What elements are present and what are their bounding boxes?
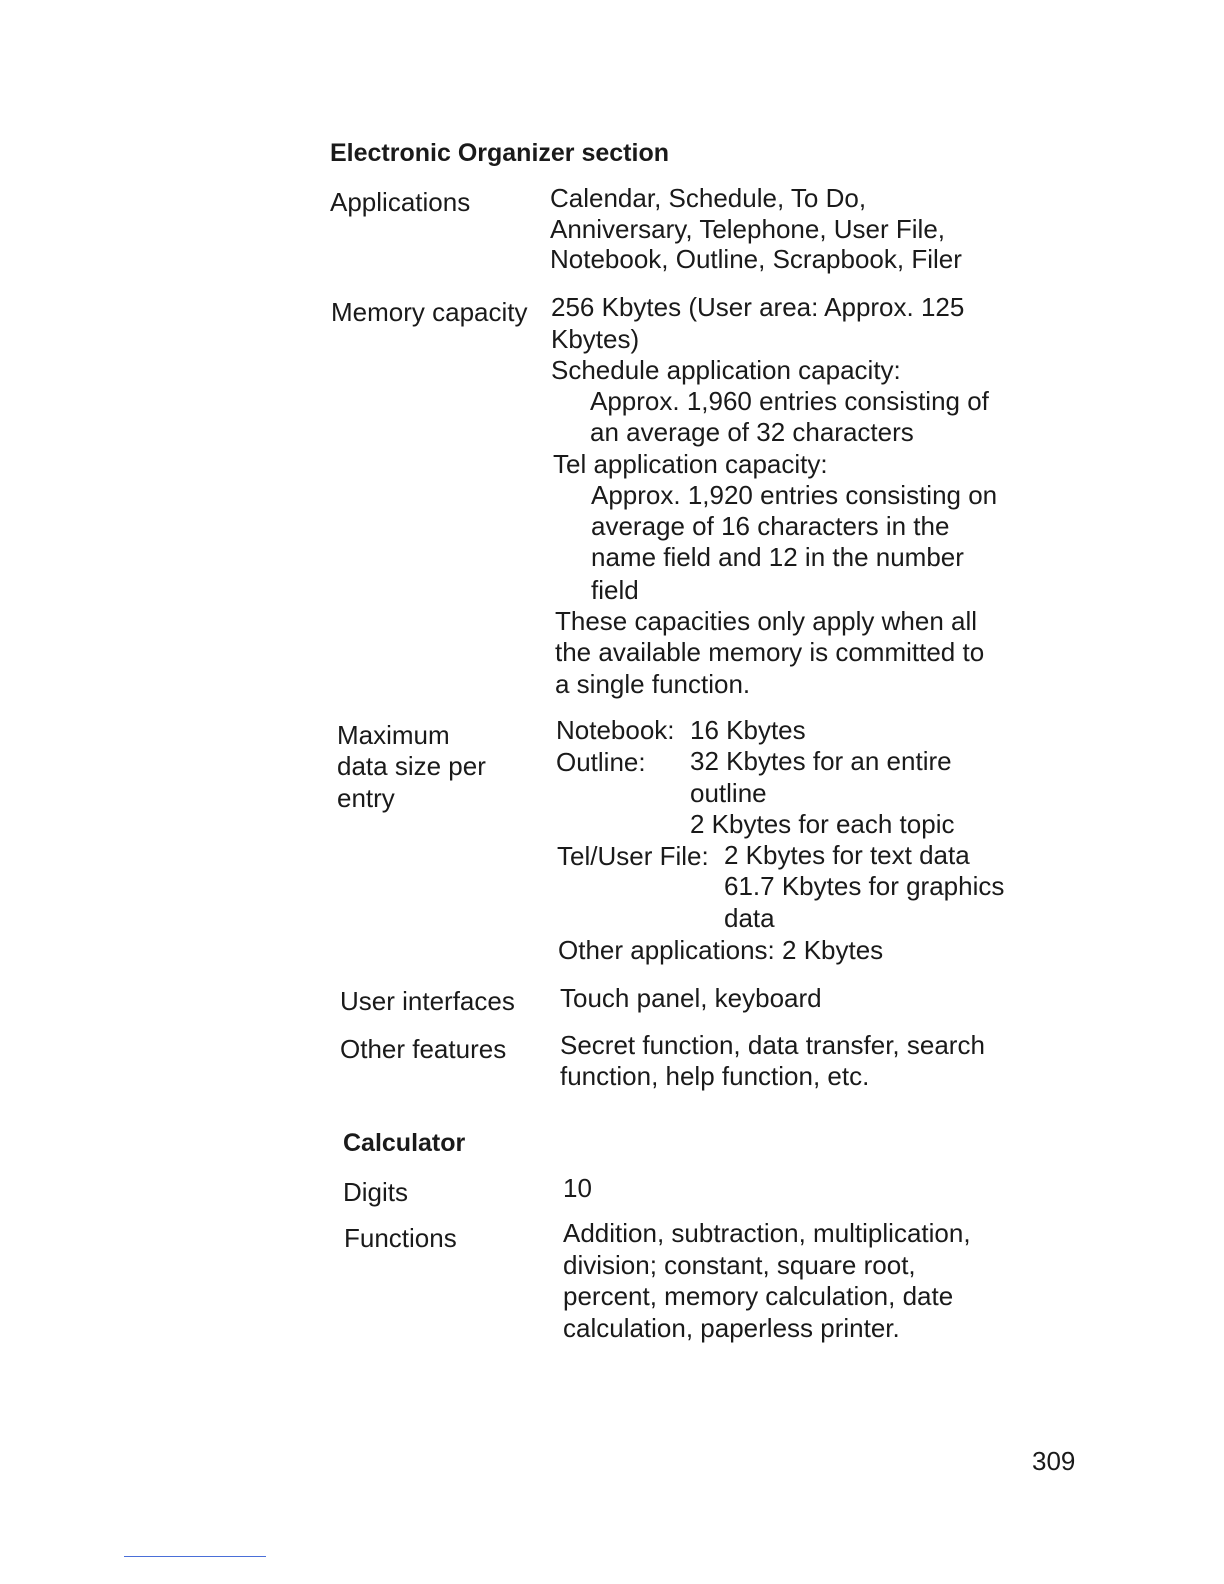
digits-value: 10: [563, 1173, 592, 1203]
functions-line: Addition, subtraction, multiplication,: [563, 1218, 971, 1248]
functions-line: division; constant, square root,: [563, 1250, 916, 1280]
bottom-divider: [124, 1556, 266, 1557]
label-applications: Applications: [330, 187, 471, 217]
outline-key: Outline:: [556, 747, 646, 777]
section-heading-organizer: Electronic Organizer section: [330, 139, 669, 167]
section-heading-calculator: Calculator: [343, 1129, 466, 1157]
teluser-line: 2 Kbytes for text data: [724, 840, 970, 870]
page-number: 309: [1032, 1446, 1076, 1476]
memory-line: average of 16 characters in the: [591, 511, 950, 541]
label-other-features: Other features: [340, 1034, 507, 1064]
teluser-key: Tel/User File:: [557, 841, 709, 871]
memory-line: name field and 12 in the number: [591, 542, 964, 572]
memory-line: field: [591, 575, 639, 605]
teluser-line: 61.7 Kbytes for graphics: [724, 871, 1005, 901]
other-features-line: Secret function, data transfer, search: [560, 1030, 985, 1060]
label-digits: Digits: [343, 1177, 409, 1207]
other-applications-line: Other applications: 2 Kbytes: [558, 935, 884, 965]
memory-line: Tel application capacity:: [553, 449, 828, 479]
label-functions: Functions: [344, 1223, 457, 1253]
outline-line: outline: [690, 778, 767, 808]
label-max-data: data size per: [337, 751, 486, 781]
memory-line: These capacities only apply when all: [555, 606, 978, 636]
outline-line: 32 Kbytes for an entire: [690, 746, 952, 776]
label-memory-capacity: Memory capacity: [331, 297, 528, 327]
memory-line: the available memory is committed to: [555, 637, 985, 667]
outline-line: 2 Kbytes for each topic: [690, 809, 955, 839]
applications-line: Anniversary, Telephone, User File,: [550, 214, 946, 244]
memory-line: an average of 32 characters: [590, 417, 914, 447]
label-max-data: Maximum: [337, 720, 450, 750]
notebook-value: 16 Kbytes: [690, 715, 806, 745]
other-features-line: function, help function, etc.: [560, 1061, 870, 1091]
label-user-interfaces: User interfaces: [340, 986, 515, 1016]
memory-line: a single function.: [555, 669, 751, 699]
functions-line: calculation, paperless printer.: [563, 1313, 900, 1343]
memory-line: Schedule application capacity:: [551, 355, 901, 385]
applications-line: Calendar, Schedule, To Do,: [550, 183, 867, 213]
functions-line: percent, memory calculation, date: [563, 1281, 954, 1311]
notebook-key: Notebook:: [556, 715, 675, 745]
teluser-line: data: [724, 903, 775, 933]
label-max-data: entry: [337, 783, 395, 813]
memory-line: 256 Kbytes (User area: Approx. 125: [551, 292, 965, 322]
memory-line: Kbytes): [551, 324, 640, 354]
memory-line: Approx. 1,960 entries consisting of: [590, 386, 989, 416]
memory-line: Approx. 1,920 entries consisting on: [591, 480, 998, 510]
user-interfaces-value: Touch panel, keyboard: [560, 983, 822, 1013]
applications-line: Notebook, Outline, Scrapbook, Filer: [550, 244, 962, 274]
